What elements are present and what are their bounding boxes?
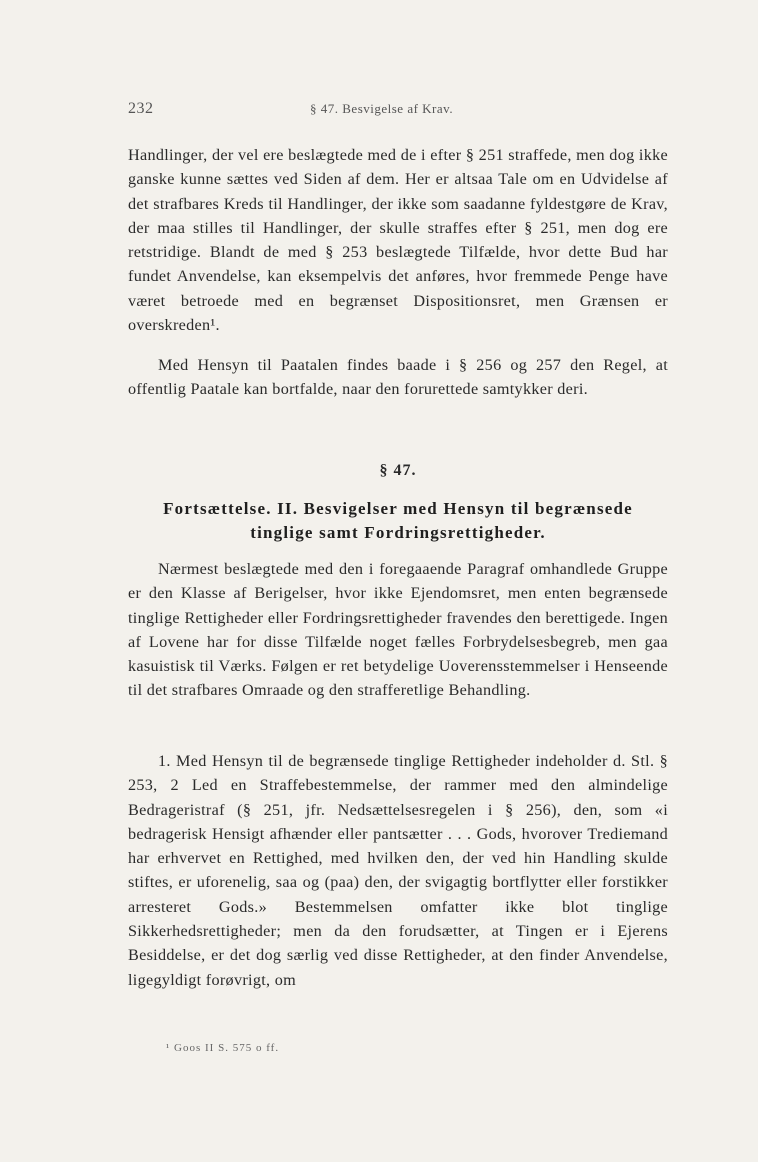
section-title-line: Fortsættelse. II. Besvigelser med Hensyn til begrænsede xyxy=(163,499,633,518)
paragraph-text: Med Hensyn til Paatalen findes baade i § 256 og 257 den Regel, at offentlig Paatale kan bortfalde, naar den forurettede samtykker deri. xyxy=(128,356,668,399)
paragraph-text: Handlinger, der vel ere beslægtede med de i efter § 251 straffede, men dog ikke ganske kunne sættes ved Siden af dem. Her er altsaa Tale om en Udvidelse af det strafbares Kreds til Handlinger, der ikke som saadanne fyldestgøre de Krav, der maa stilles til Handlinger, der skulle straffes efter § 251, men dog ere retstridige. Blandt de med § 253 beslægtede Tilfælde, hvor dette Bud har fundet Anvendelse, kan eksempelvis det anføres, hvor fremmede Penge have været betroede med en begrænset Dispositionsret, men Grænsen er overskreden¹. xyxy=(128,146,668,335)
section-number: § 47. xyxy=(379,462,417,479)
section-paragraph-1 xyxy=(128,749,668,992)
page-number: 232 xyxy=(128,100,154,117)
section-paragraph-intro xyxy=(128,557,668,703)
paragraph-text: Nærmest beslægtede med den i foregaaende Paragraf omhandlede Gruppe er den Klasse af Berigelser, hvor ikke Ejendomsret, men enten begrænsede tinglige Rettigheder eller Fordringsrettigheder fravendes den berettigede. Ingen af Lovene har for disse Tilfælde noget fælles Forbrydelsesbegreb, men gaa kasuistisk til Værks. Følgen er ret betydelige Uoverensstemmelser i Henseende til det strafbares Omraade og den strafferetlige Behandling. xyxy=(128,560,668,700)
running-title: § 47. Besvigelse af Krav. xyxy=(310,101,454,116)
section-title-line: tinglige samt Fordringsrettigheder. xyxy=(250,523,546,542)
paragraph-prosecution xyxy=(128,353,668,402)
section-title xyxy=(128,497,668,545)
paragraph-continuation xyxy=(128,143,668,337)
paragraph-text: 1. Med Hensyn til de begrænsede tinglige Rettigheder indeholder d. Stl. § 253, 2 Led en Straffebestemmelse, der rammer med den almindelige Bedrageristraf (§ 251, jfr. Nedsættelsesregelen i § 256), den, som «i bedragerisk Hensigt afhænder eller pantsætter . . . Gods, hvorover Trediemand har erhvervet en Rettighed, med hvilken den, der ved hin Handling skulde stiftes, er uforenelig, saa og (paa) den, der svigagtig bortflytter eller forstikker arresteret Gods.» Bestemmelsen omfatter ikke blot tinglige Sikkerhedsrettigheder; men da den forudsætter, at Tingen er i Ejerens Besiddelse, er det dog særlig ved disse Rettigheder, at den finder Anvendelse, ligegyldigt forøvrigt, om xyxy=(128,752,668,989)
running-head xyxy=(128,100,668,120)
footnote: ¹ Goos II S. 575 o ff. xyxy=(166,1042,280,1054)
